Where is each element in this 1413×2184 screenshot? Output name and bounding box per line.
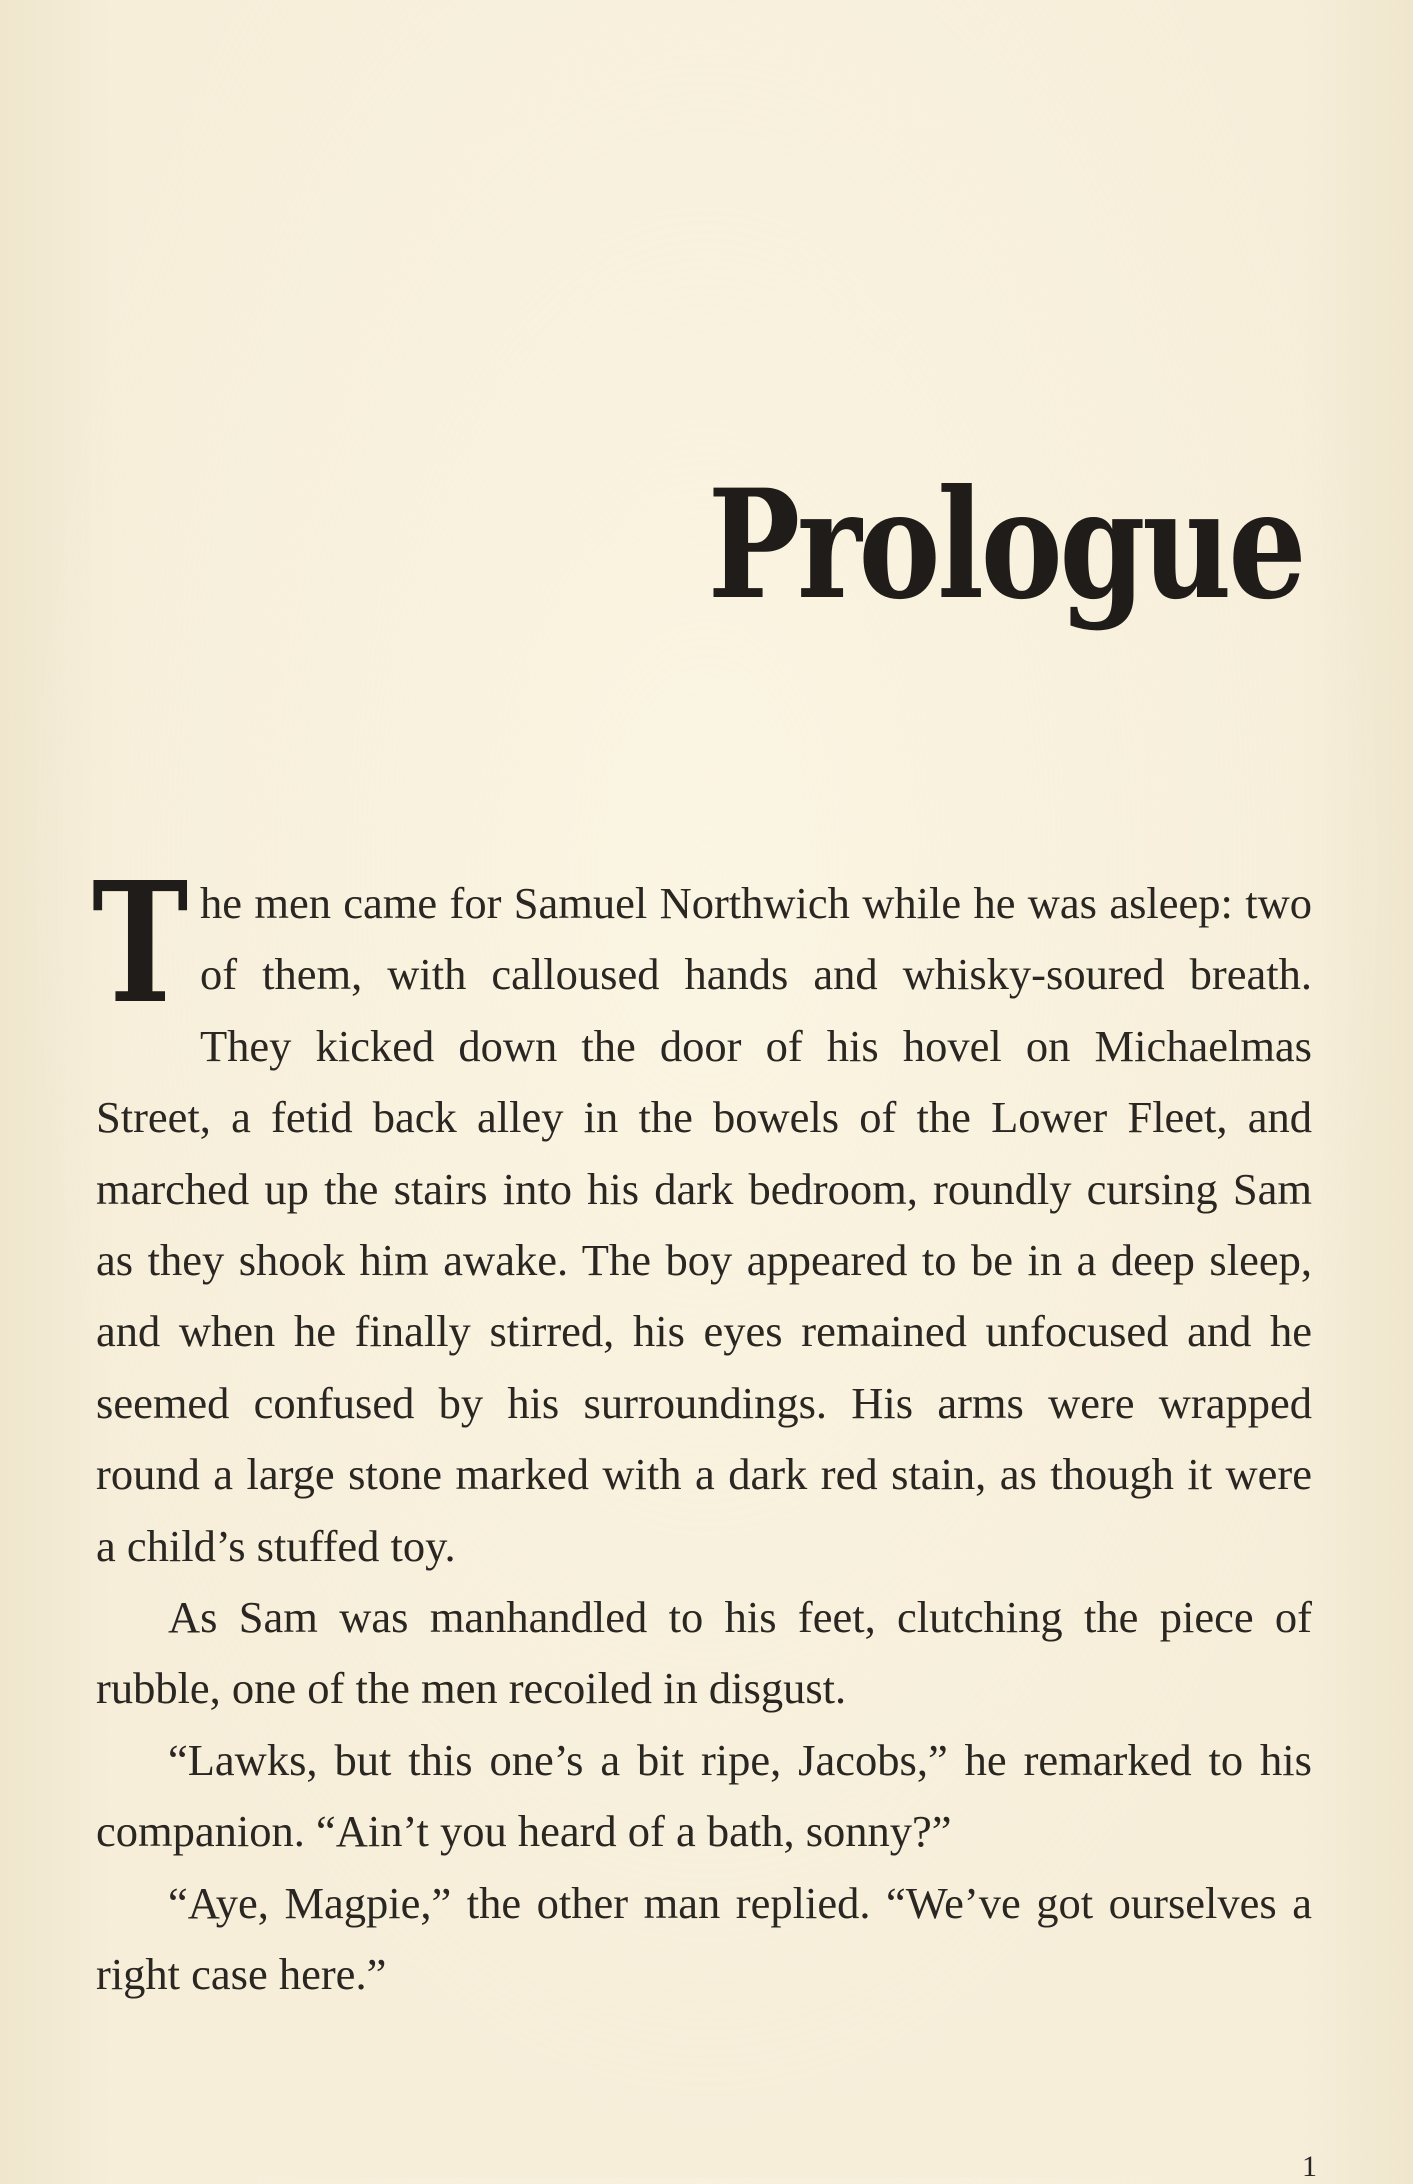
page-number: 1: [1302, 2150, 1317, 2183]
paragraph-1: [92, 846, 1312, 1582]
body-text: [92, 846, 1312, 2011]
paragraph-2: As Sam was manhandled to his feet, clutching the piece of rubble, one of the men recoiled in disgust.: [96, 1592, 1312, 1714]
drop-cap: T: [92, 846, 189, 1041]
paragraph-3: “Lawks, but this one’s a bit ripe, Jacobs,” he remarked to his companion. “Ain’t you heard of a bath, sonny?”: [96, 1734, 1312, 1857]
chapter-title: Prologue: [707, 457, 1303, 633]
paragraph-1-text: he men came for Samuel Northwich while he was asleep: two of them, with calloused hands and whisky-soured breath. They kicked down the door of his hovel on Michaelmas Street, a fetid back alley in the bowels of the Lower Fleet, and marched up the stairs into his dark bedroom, roundly cursing Sam as they shook him awake. The boy appeared to be in a deep sleep, and when he finally stirred, his eyes remained unfocused and he seemed confused by his surroundings. His arms were wrapped round a large stone marked with a dark red stain, as though it were a child’s stuffed toy.: [96, 878, 1312, 1571]
paragraph-4: “Aye, Magpie,” the other man replied. “We’ve got ourselves a right case here.”: [96, 1877, 1312, 2000]
